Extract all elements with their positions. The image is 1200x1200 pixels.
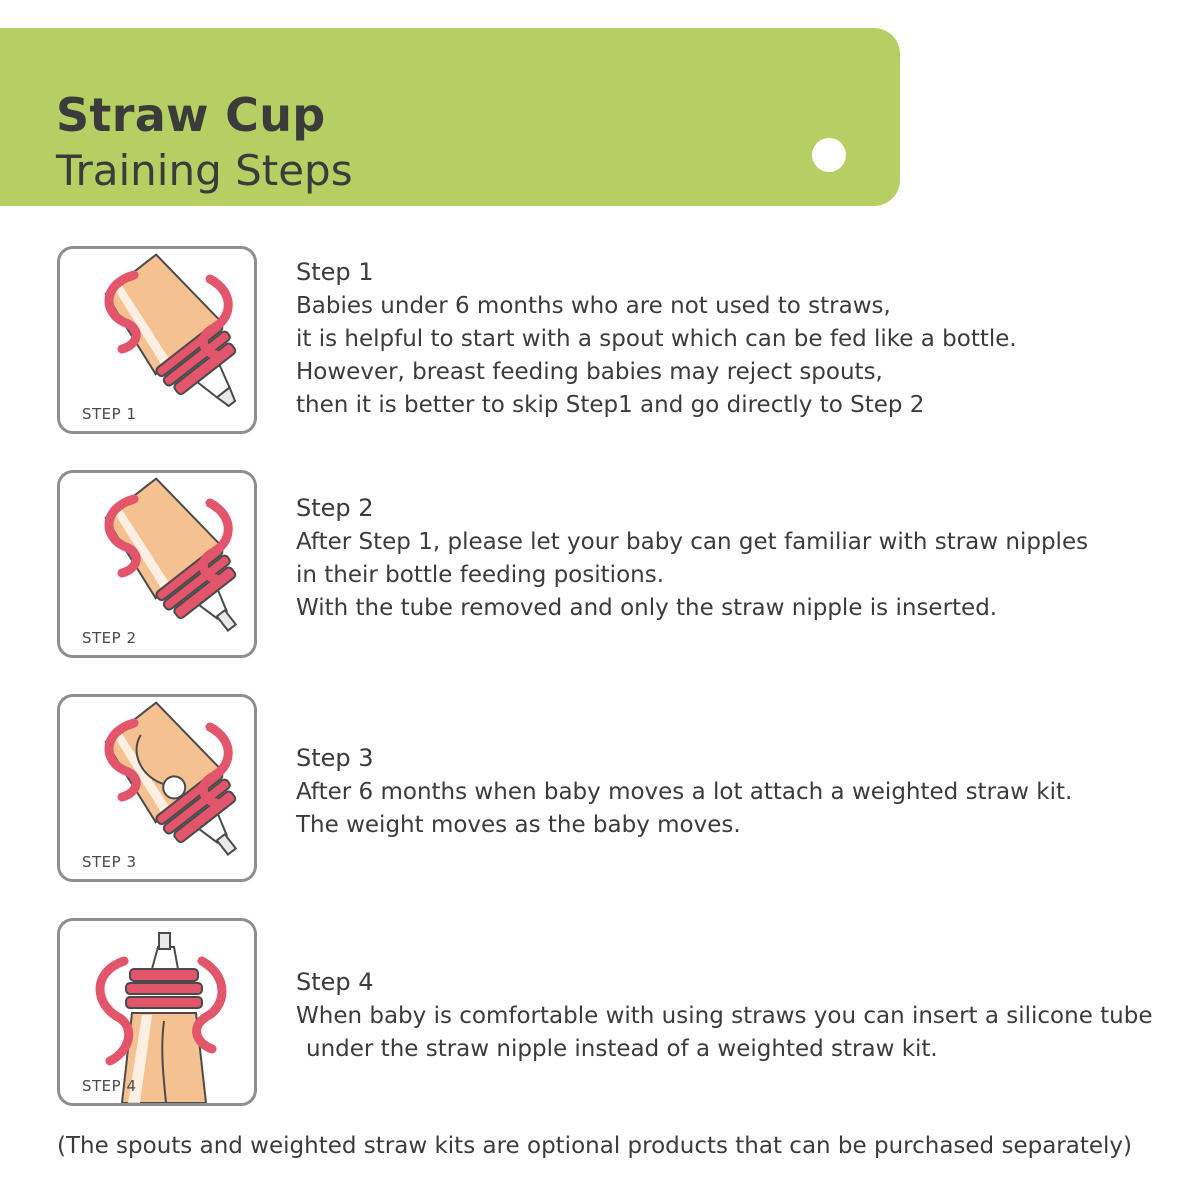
step-3-thumbnail-label: STEP 3 xyxy=(82,853,137,871)
bottle-with-straw-nipple-illustration xyxy=(60,473,254,655)
step-1-text xyxy=(296,256,1176,422)
step-4-thumbnail-label: STEP 4 xyxy=(82,1077,137,1095)
page-title: Straw Cup xyxy=(56,88,326,142)
step-1-thumbnail-label: STEP 1 xyxy=(82,405,137,423)
white-circle-icon xyxy=(812,138,846,172)
step-3-heading: Step 3 xyxy=(296,744,374,772)
header-banner xyxy=(0,28,900,206)
step-4-heading: Step 4 xyxy=(296,968,374,996)
step-1-line-3: However, breast feeding babies may reject spouts, xyxy=(296,359,883,386)
page-subtitle: Training Steps xyxy=(56,146,353,195)
step-2-line-1: After Step 1, please let your baby can get familiar with straw nipples xyxy=(296,529,1089,556)
step-2-text xyxy=(296,492,1176,625)
step-1-line-4: then it is better to skip Step1 and go directly to Step 2 xyxy=(296,392,925,419)
upright-straw-cup-with-silicone-tube-illustration xyxy=(60,921,254,1103)
step-4-line-2: under the straw nipple instead of a weighted straw kit. xyxy=(306,1036,938,1063)
step-1-line-1: Babies under 6 months who are not used to straws, xyxy=(296,293,891,320)
step-2-heading: Step 2 xyxy=(296,494,374,522)
step-3-line-1: After 6 months when baby moves a lot attach a weighted straw kit. xyxy=(296,779,1073,806)
step-4-line-1: When baby is comfortable with using straws you can insert a silicone tube xyxy=(296,1003,1153,1030)
step-3-text xyxy=(296,742,1176,842)
bottle-with-spout-illustration xyxy=(60,249,254,431)
bottle-with-weighted-straw-kit-illustration xyxy=(60,697,254,879)
step-2-thumbnail xyxy=(57,470,257,658)
step-1-line-2: it is helpful to start with a spout which can be fed like a bottle. xyxy=(296,326,1017,353)
footnote: (The spouts and weighted straw kits are optional products that can be purchased separately) xyxy=(57,1133,1132,1159)
step-3-thumbnail xyxy=(57,694,257,882)
step-1-heading: Step 1 xyxy=(296,258,374,286)
step-3-line-2: The weight moves as the baby moves. xyxy=(296,812,741,839)
step-4-text xyxy=(296,966,1176,1066)
step-2-line-2: in their bottle feeding positions. xyxy=(296,562,665,589)
step-4-thumbnail xyxy=(57,918,257,1106)
step-1-thumbnail xyxy=(57,246,257,434)
step-2-line-3: With the tube removed and only the straw nipple is inserted. xyxy=(296,595,998,622)
step-2-thumbnail-label: STEP 2 xyxy=(82,629,137,647)
